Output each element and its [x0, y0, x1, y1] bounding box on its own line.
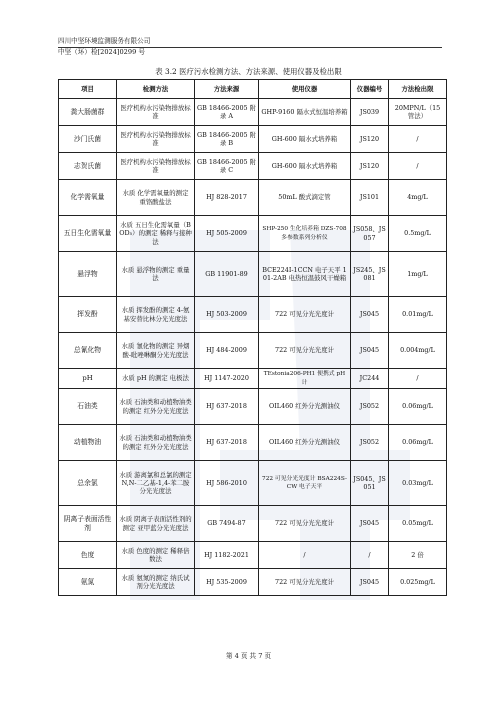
- cell-method: 水质 石油类和动植物油类的测定 红外分光光度法: [117, 425, 195, 461]
- cell-source: HJ 828-2017: [195, 180, 259, 216]
- cell-method: 医疗机构水污染物排放标准: [117, 153, 195, 180]
- cell-method: 水质 石油类和动植物油类的测定 红外分光光度法: [117, 389, 195, 425]
- cell-source: HJ 637-2018: [195, 389, 259, 425]
- cell-instrument: GHP-9160 隔水式恒温培养箱: [259, 99, 351, 126]
- cell-method: 医疗机构水污染物排放标准: [117, 126, 195, 153]
- cell-limit: /: [389, 153, 447, 180]
- cell-instrument: OIL460 红外分光测油仪: [259, 425, 351, 461]
- cell-instrument-no: JS052: [351, 425, 389, 461]
- company-name: 四川中坚环境监测服务有限公司: [58, 37, 151, 45]
- cell-instrument-no: JS045、JS051: [351, 461, 389, 506]
- cell-source: HJ 505-2009: [195, 216, 259, 252]
- cell-instrument: 50mL 酸式滴定管: [259, 180, 351, 216]
- cell-method: 水质 氰化物的测定 异烟酸-吡唑啉酮分光光度法: [117, 333, 195, 369]
- cell-instrument-no: JS052: [351, 389, 389, 425]
- table-row: [59, 389, 447, 425]
- cell-source: HJ 637-2018: [195, 425, 259, 461]
- cell-instrument: 722 可见分光光度计: [259, 333, 351, 369]
- table-row: [59, 180, 447, 216]
- table-row: [59, 569, 447, 596]
- cell-instrument-no: JS058、JS057: [351, 216, 389, 252]
- cell-instrument-no: JC244: [351, 369, 389, 389]
- cell-method: 水质 悬浮物的测定 重量法: [117, 252, 195, 297]
- cell-instrument: 722 可见分光光度计 BSA224S-CW 电子天平: [259, 461, 351, 506]
- cell-method: 水质 pH 的测定 电极法: [117, 369, 195, 389]
- cell-limit: 0.025mg/L: [389, 569, 447, 596]
- column-header-instrument-no: 仪器编号: [351, 80, 389, 99]
- cell-limit: 4mg/L: [389, 180, 447, 216]
- cell-instrument: 722 可见分光光度计: [259, 569, 351, 596]
- cell-instrument-no: JS045: [351, 333, 389, 369]
- table-row: [59, 506, 447, 542]
- table-row: [59, 252, 447, 297]
- cell-source: HJ 503-2009: [195, 297, 259, 333]
- cell-item: 色度: [59, 542, 117, 569]
- cell-method: 水质 氨氮的测定 纳氏试剂分光光度法: [117, 569, 195, 596]
- cell-limit: 0.5mg/L: [389, 216, 447, 252]
- cell-item: 石油类: [59, 389, 117, 425]
- cell-limit: 0.004mg/L: [389, 333, 447, 369]
- cell-instrument-no: JS045: [351, 297, 389, 333]
- cell-limit: /: [389, 126, 447, 153]
- table-row: [59, 126, 447, 153]
- cell-instrument-no: JS120: [351, 126, 389, 153]
- cell-source: GB 7494-87: [195, 506, 259, 542]
- cell-instrument-no: JS245、JS081: [351, 252, 389, 297]
- cell-limit: 20MPN/L（15 管法）: [389, 99, 447, 126]
- cell-source: HJ 1147-2020: [195, 369, 259, 389]
- cell-instrument: /: [259, 542, 351, 569]
- cell-item: 化学需氧量: [59, 180, 117, 216]
- cell-instrument: SHP-250 生化培养箱 DZS-708 多参数系列分析仪: [259, 216, 351, 252]
- cell-item: 志贺氏菌: [59, 153, 117, 180]
- cell-instrument: GH-600 隔水式培养箱: [259, 153, 351, 180]
- cell-instrument: BCE224I-1CCN 电子天平 101-2AB 电热恒温鼓风干燥箱: [259, 252, 351, 297]
- cell-instrument-no: JS045: [351, 569, 389, 596]
- cell-method: 水质 化学需氧量的测定 重铬酸盐法: [117, 180, 195, 216]
- cell-limit: 1mg/L: [389, 252, 447, 297]
- cell-item: 总余氯: [59, 461, 117, 506]
- cell-method: 水质 色度的测定 稀释倍数法: [117, 542, 195, 569]
- cell-item: 阴离子表面活性剂: [59, 506, 117, 542]
- column-header-item: 项目: [59, 80, 117, 99]
- table-row: [59, 153, 447, 180]
- cell-item: 挥发酚: [59, 297, 117, 333]
- cell-source: GB 18466-2005 附录 C: [195, 153, 259, 180]
- cell-instrument-no: JS039: [351, 99, 389, 126]
- cell-source: GB 11901-89: [195, 252, 259, 297]
- cell-limit: 0.03mg/L: [389, 461, 447, 506]
- column-header-limit: 方法检出限: [389, 80, 447, 99]
- cell-item: 五日生化需氧量: [59, 216, 117, 252]
- cell-limit: 0.06mg/L: [389, 425, 447, 461]
- cell-instrument-no: JS120: [351, 153, 389, 180]
- cell-instrument: 722 可见分光光度计: [259, 297, 351, 333]
- cell-item: 总氰化物: [59, 333, 117, 369]
- cell-instrument: 722 可见分光光度计: [259, 506, 351, 542]
- table-row: [59, 461, 447, 506]
- table-header-row: [59, 80, 447, 99]
- column-header-method: 检测方法: [117, 80, 195, 99]
- cell-limit: 0.01mg/L: [389, 297, 447, 333]
- cell-method: 医疗机构水污染物排放标准: [117, 99, 195, 126]
- cell-source: HJ 1182-2021: [195, 542, 259, 569]
- cell-instrument: OIL460 红外分光测油仪: [259, 389, 351, 425]
- cell-source: GB 18466-2005 附录 B: [195, 126, 259, 153]
- table-row: [59, 425, 447, 461]
- cell-item: 粪大肠菌群: [59, 99, 117, 126]
- cell-item: 悬浮物: [59, 252, 117, 297]
- cell-limit: /: [389, 369, 447, 389]
- cell-source: GB 18466-2005 附录 A: [195, 99, 259, 126]
- table-caption: 表 3.2 医疗污水检测方法、方法来源、使用仪器及检出限: [155, 67, 342, 76]
- cell-instrument: GH-600 隔水式培养箱: [259, 126, 351, 153]
- cell-item: 沙门氏菌: [59, 126, 117, 153]
- cell-instrument-no: /: [351, 542, 389, 569]
- cell-limit: 2 倍: [389, 542, 447, 569]
- cell-instrument-no: JS101: [351, 180, 389, 216]
- table-row: [59, 369, 447, 389]
- table-row: [59, 297, 447, 333]
- cell-limit: 0.05mg/L: [389, 506, 447, 542]
- cell-instrument-no: JS045: [351, 506, 389, 542]
- cell-item: pH: [59, 369, 117, 389]
- cell-source: HJ 586-2010: [195, 461, 259, 506]
- cell-method: 水质 五日生化需氧量（BOD₅）的测定 稀释与接种法: [117, 216, 195, 252]
- page-footer: 第 4 页 共 7 页: [225, 652, 272, 660]
- detection-methods-table: [58, 79, 447, 596]
- cell-instrument: TEstonia206-PH1 便携式 pH 计: [259, 369, 351, 389]
- cell-item: 氨氮: [59, 569, 117, 596]
- report-number: 中坚（环）检[2024]0299 号: [58, 48, 145, 56]
- table-row: [59, 333, 447, 369]
- cell-source: HJ 484-2009: [195, 333, 259, 369]
- cell-source: HJ 535-2009: [195, 569, 259, 596]
- cell-method: 水质 挥发酚的测定 4-氨基安替比林分光光度法: [117, 297, 195, 333]
- column-header-source: 方法来源: [195, 80, 259, 99]
- cell-method: 水质 游离氯和总氯的测定 N,N-二乙基-1,4-苯二胺分光光度法: [117, 461, 195, 506]
- cell-limit: 0.06mg/L: [389, 389, 447, 425]
- column-header-instrument: 使用仪器: [259, 80, 351, 99]
- cell-item: 动植物油: [59, 425, 117, 461]
- report-header: [58, 37, 442, 57]
- cell-method: 水质 阴离子表面活性剂的测定 亚甲蓝分光光度法: [117, 506, 195, 542]
- table-row: [59, 216, 447, 252]
- table-row: [59, 542, 447, 569]
- table-row: [59, 99, 447, 126]
